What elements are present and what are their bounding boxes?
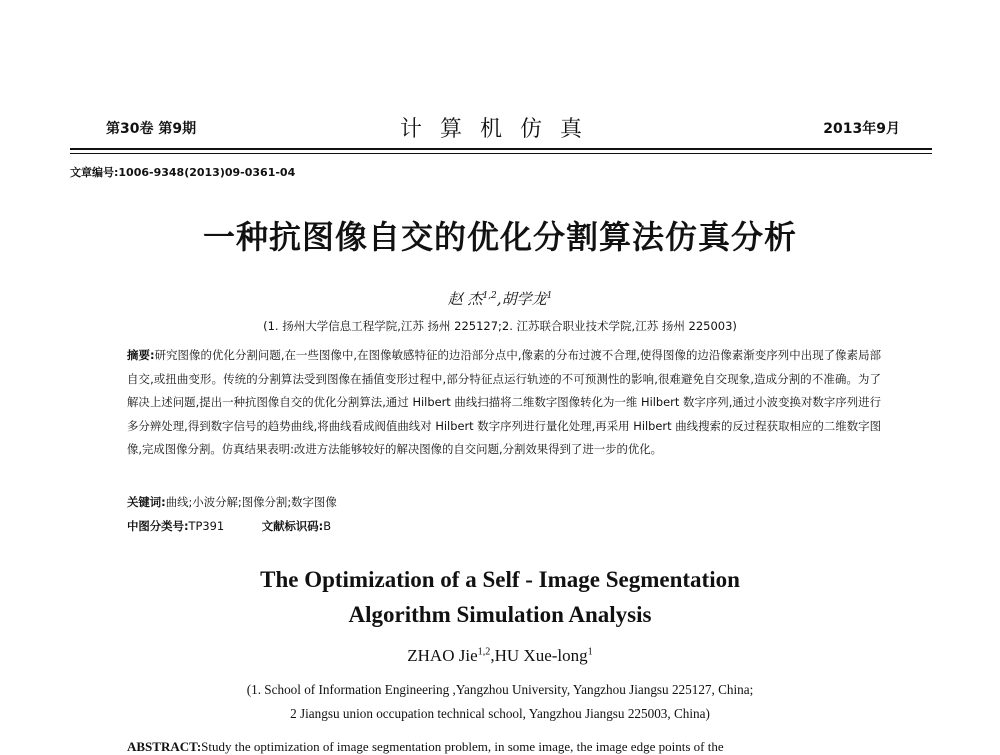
journal-name: 计算机仿真 [399,117,600,142]
author-1: 赵 杰 [447,290,483,308]
author-2-affil: 1 [546,291,553,301]
author-2: ,胡学龙 [496,290,547,308]
english-title [0,562,1000,632]
classification-line [127,518,331,534]
en-author-2-affil: 1 [587,646,593,658]
en-author-1: ZHAO Jie [407,646,478,665]
article-number: 文章编号:1006-9348(2013)09-0361-04 [70,166,296,179]
english-title-line-2: Algorithm Simulation Analysis [348,602,652,627]
journal-date: 2013年9月 [823,121,900,137]
author-1-affil: 1,2 [482,291,497,301]
english-abstract [127,739,887,755]
cls-value: TP391 [188,519,225,533]
doc-value: B [323,519,332,533]
journal-issue: 第30卷 第9期 [106,121,197,137]
cls-label: 中图分类号: [127,519,189,533]
english-affiliation-2: 2 Jiangsu union occupation technical school, Yangzhou Jiangsu 225003, China) [290,706,710,721]
en-author-1-affil: 1,2 [477,646,491,658]
en-author-2: ,HU Xue-long [490,646,588,665]
english-title-line-1: The Optimization of a Self - Image Segmentation [260,567,740,592]
en-abstract-label: ABSTRACT: [127,739,202,754]
doc-label: 文献标识码: [261,519,324,533]
english-authors [0,646,1000,666]
abstract-text: 研究图像的优化分割问题,在一些图像中,在图像敏感特征的边沿部分点中,像素的分布过渡不合理,使得图像的边沿像素渐变序列中出现了像素局部自交,或扭曲变形。传统的分割算法受到图像在插值变形过程中,部分特征点运行轨迹的不可预测性的影响,很难避免自交现象,造成分割的不准确。为了解决上述问题,提出一种抗图像自交的优化分割算法,通过 Hilbert 曲线扫描将二维数字图像转化为一维 Hilbert 数字序列,通过小波变换对数字序列进行多分辨处理,得到数字信号的趋势曲线,将曲线看成阀值曲线对 Hilbert 数字序列进行量化处理,再采用 Hilbert 曲线搜索的反过程获取相应的二维数字图像,完成图像分割。仿真结果表明:改进方法能够较好的解决图像的自交问题,分割效果得到了进一步的优化。 [127,348,881,456]
chinese-abstract [127,344,881,462]
header-rule-thin [70,153,932,154]
header-rule-thick [70,148,932,150]
chinese-keywords [127,494,337,510]
en-abstract-text: Study the optimization of image segmentation problem, in some image, the image edge points of the [201,739,724,754]
chinese-affiliation: (1. 扬州大学信息工程学院,江苏 扬州 225127;2. 江苏联合职业技术学院,江苏 扬州 225003) [263,319,737,333]
chinese-title: 一种抗图像自交的优化分割算法仿真分析 [202,218,797,256]
abstract-label: 摘要: [127,348,155,362]
chinese-authors [0,288,1000,309]
english-affiliation-1: (1. School of Information Engineering ,Yangzhou University, Yangzhou Jiangsu 225127, China; [246,682,754,697]
keywords-label: 关键词: [127,495,166,509]
keywords-text: 曲线;小波分解;图像分割;数字图像 [165,495,337,509]
